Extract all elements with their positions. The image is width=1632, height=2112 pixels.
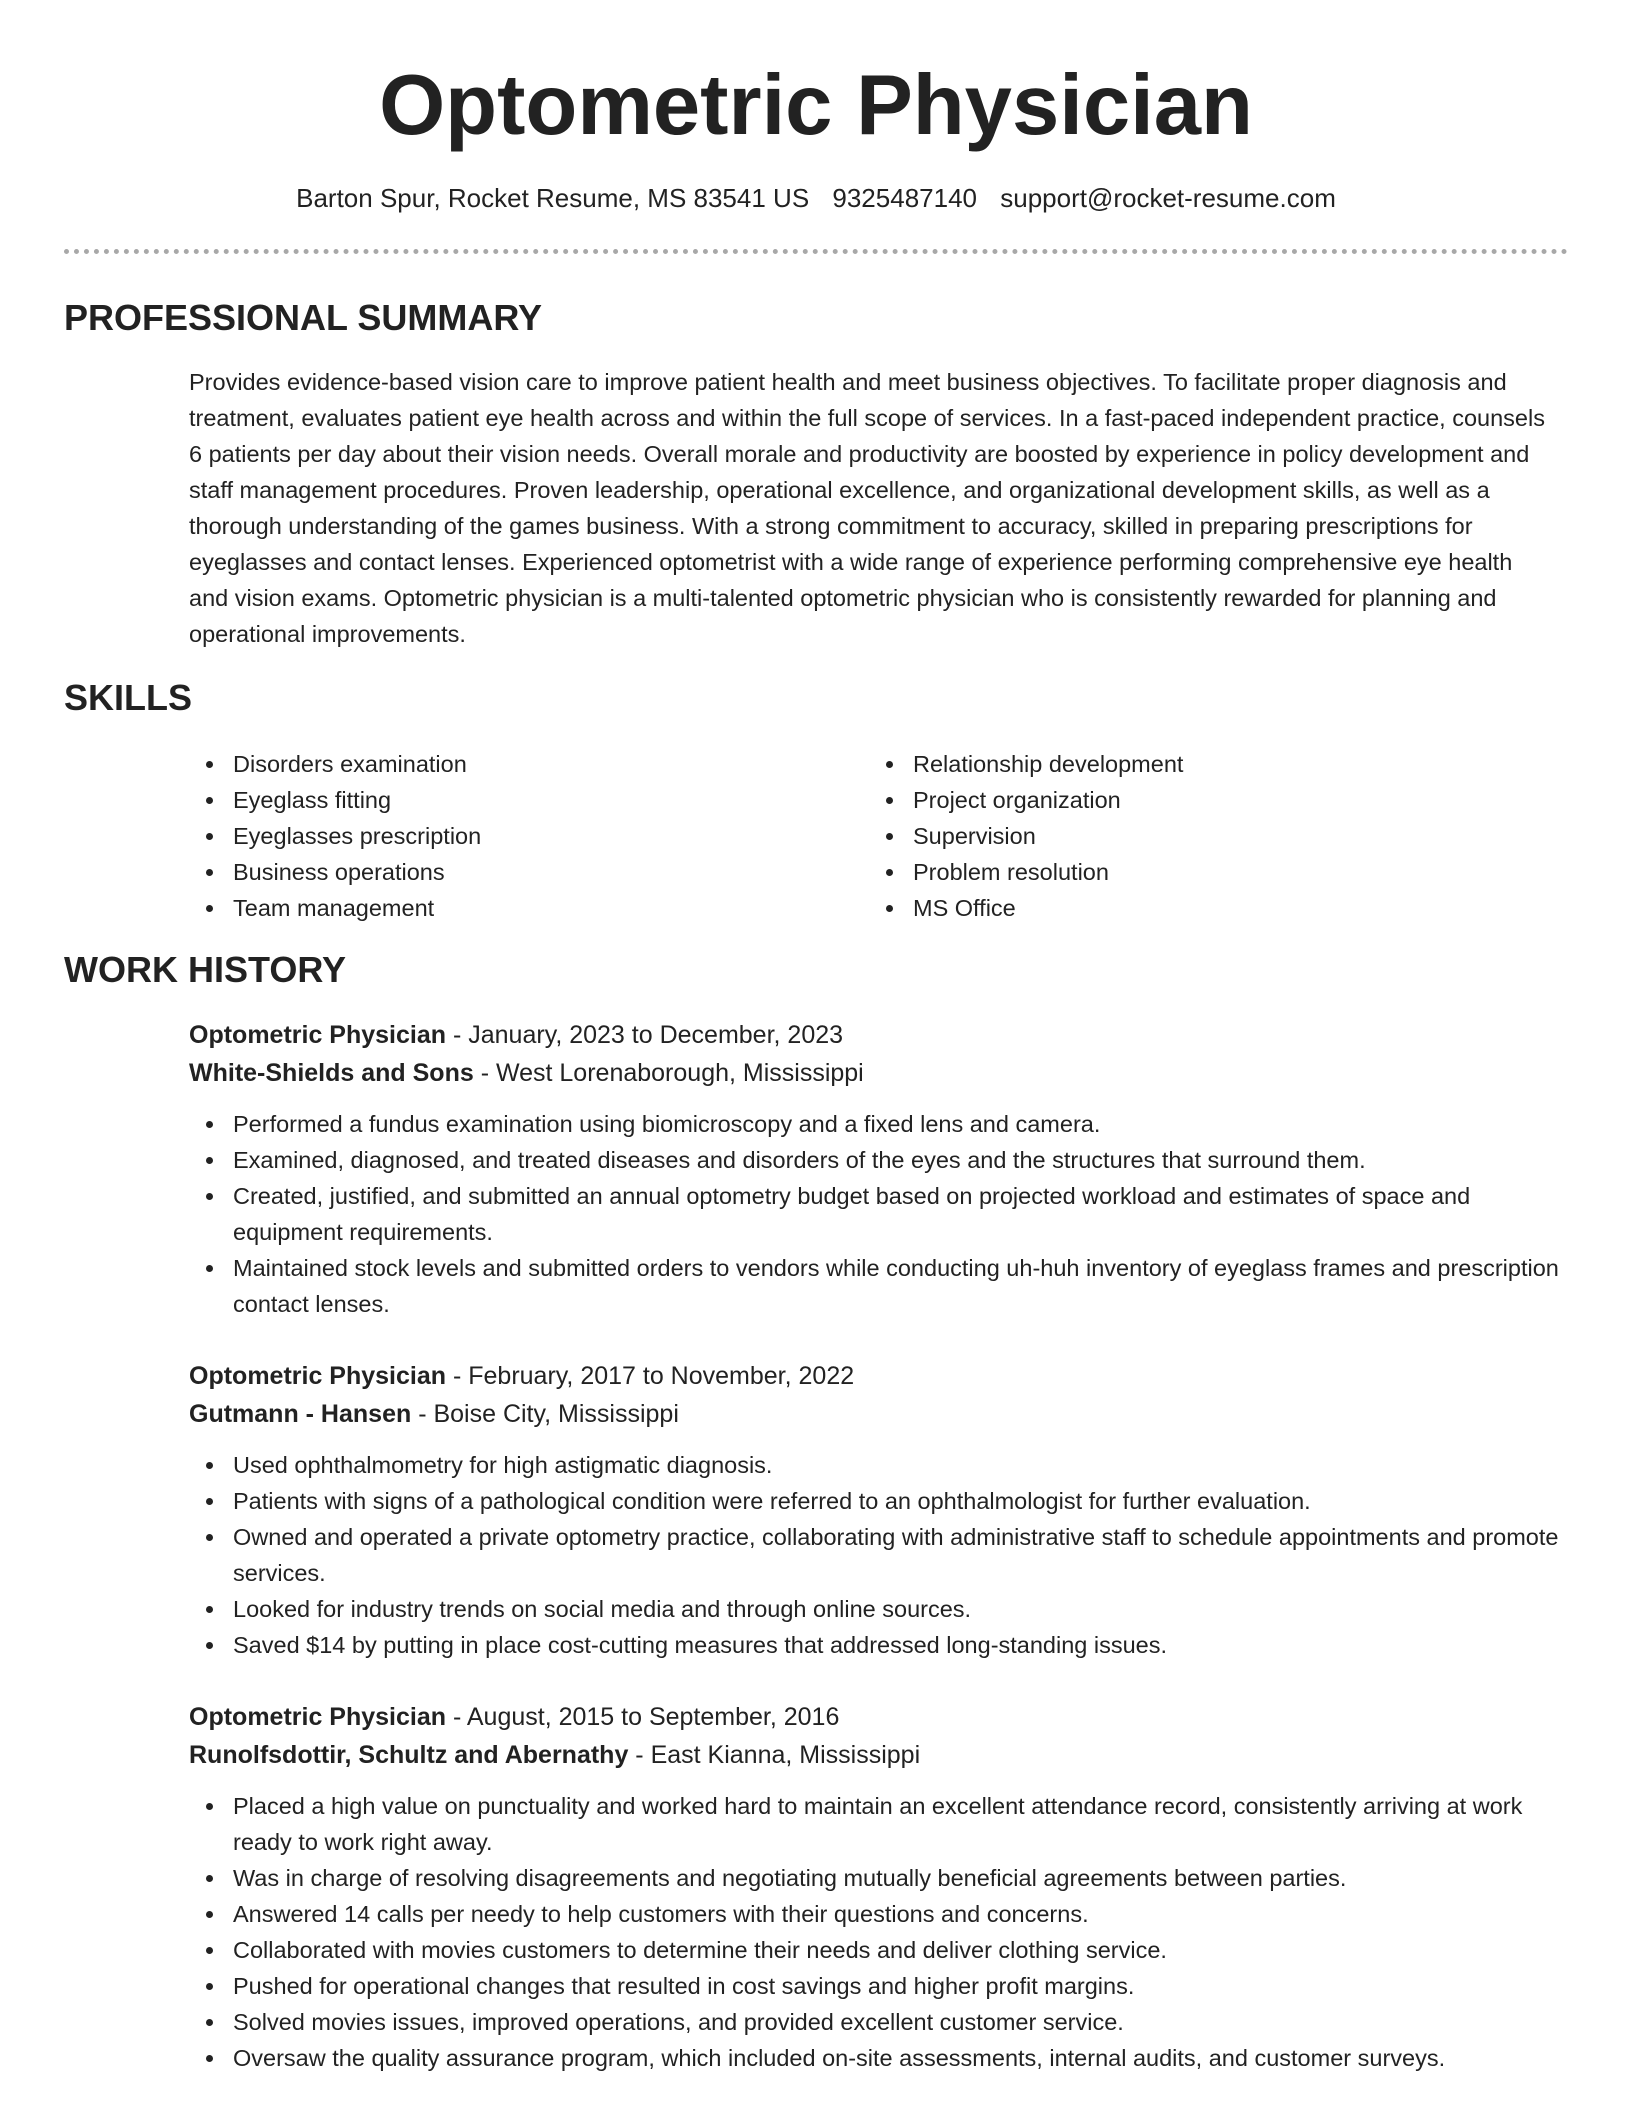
job-bullet: Answered 14 calls per needy to help customers with their questions and concerns. <box>189 1896 1559 1932</box>
skills-column-right <box>869 746 1549 926</box>
job-bullet: Saved $14 by putting in place cost-cutting measures that addressed long-standing issues. <box>189 1627 1559 1663</box>
skill-item: Supervision <box>869 818 1549 854</box>
job-entry <box>189 1698 1569 2076</box>
work-history-heading: WORK HISTORY <box>64 949 347 990</box>
skill-item: Relationship development <box>869 746 1549 782</box>
job-title-line <box>189 1016 1569 1054</box>
job-bullet: Was in charge of resolving disagreements and negotiating mutually beneficial agreements between parties. <box>189 1860 1559 1896</box>
job-location: - East Kianna, Mississippi <box>628 1741 921 1769</box>
job-bullet: Maintained stock levels and submitted orders to vendors while conducting uh-huh inventory of eyeglass frames and prescription contact lenses. <box>189 1250 1559 1322</box>
job-bullet: Oversaw the quality assurance program, which included on-site assessments, internal audits, and customer surveys. <box>189 2040 1559 2076</box>
job-title-line <box>189 1698 1569 1736</box>
skill-item: MS Office <box>869 890 1549 926</box>
job-bullets <box>189 1447 1559 1663</box>
contact-email: support@rocket-resume.com <box>1000 183 1336 213</box>
job-dates: - February, 2017 to November, 2022 <box>446 1362 855 1390</box>
job-location: - Boise City, Mississippi <box>411 1400 679 1428</box>
contact-line <box>0 180 1632 216</box>
job-bullets <box>189 1106 1559 1322</box>
job-bullet: Used ophthalmometry for high astigmatic diagnosis. <box>189 1447 1559 1483</box>
skill-item: Team management <box>189 890 869 926</box>
job-bullet: Created, justified, and submitted an annual optometry budget based on projected workload and estimates of space and equipment requirements. <box>189 1178 1559 1250</box>
skill-item: Project organization <box>869 782 1549 818</box>
job-company-line <box>189 1736 1569 1774</box>
summary-heading: PROFESSIONAL SUMMARY <box>64 297 543 338</box>
summary-text: Provides evidence-based vision care to improve patient health and meet business objectives. To facilitate proper diagnosis and treatment, evaluates patient eye health across and within the full scope of services. In a fast-paced independent practice, counsels 6 patients per day about their vision needs. Overall morale and productivity are boosted by experience in policy development and staff management procedures. Proven leadership, operational excellence, and organizational development skills, as well as a thorough understanding of the games business. With a strong commitment to accuracy, skilled in preparing prescriptions for eyeglasses and contact lenses. Experienced optometrist with a wide range of experience performing comprehensive eye health and vision exams. Optometric physician is a multi-talented optometric physician who is consistently rewarded for planning and operational improvements. <box>189 369 1545 647</box>
job-dates: - January, 2023 to December, 2023 <box>446 1021 844 1049</box>
skills-heading: SKILLS <box>64 677 193 718</box>
job-bullet: Collaborated with movies customers to determine their needs and deliver clothing service. <box>189 1932 1559 1968</box>
job-bullet: Solved movies issues, improved operations, and provided excellent customer service. <box>189 2004 1559 2040</box>
skill-item: Business operations <box>189 854 869 890</box>
job-bullet: Placed a high value on punctuality and worked hard to maintain an excellent attendance record, consistently arriving at work ready to work right away. <box>189 1788 1559 1860</box>
job-title-line <box>189 1357 1569 1395</box>
job-company-line <box>189 1395 1569 1433</box>
job-role: Optometric Physician <box>189 1021 447 1049</box>
job-company: Runolfsdottir, Schultz and Abernathy <box>189 1741 629 1769</box>
job-bullet: Performed a fundus examination using biomicroscopy and a fixed lens and camera. <box>189 1106 1559 1142</box>
job-role: Optometric Physician <box>189 1362 447 1390</box>
job-bullet: Patients with signs of a pathological condition were referred to an ophthalmologist for further evaluation. <box>189 1483 1559 1519</box>
job-entry <box>189 1016 1569 1322</box>
job-bullets <box>189 1788 1559 2076</box>
skill-item: Problem resolution <box>869 854 1549 890</box>
job-role: Optometric Physician <box>189 1703 447 1731</box>
skill-item: Eyeglass fitting <box>189 782 869 818</box>
skills-column-left <box>189 746 869 926</box>
skills-list <box>189 746 1569 926</box>
resume-name: Optometric Physician <box>379 58 1253 153</box>
job-location: - West Lorenaborough, Mississippi <box>473 1059 864 1087</box>
header-divider <box>64 249 1568 254</box>
skill-item: Disorders examination <box>189 746 869 782</box>
job-bullet: Pushed for operational changes that resulted in cost savings and higher profit margins. <box>189 1968 1559 2004</box>
job-bullet: Owned and operated a private optometry practice, collaborating with administrative staff to schedule appointments and promote services. <box>189 1519 1559 1591</box>
skill-item: Eyeglasses prescription <box>189 818 869 854</box>
contact-phone: 9325487140 <box>832 183 977 213</box>
job-dates: - August, 2015 to September, 2016 <box>446 1703 840 1731</box>
job-company-line <box>189 1054 1569 1092</box>
job-entry <box>189 1357 1569 1663</box>
job-bullet: Examined, diagnosed, and treated diseases and disorders of the eyes and the structures that surround them. <box>189 1142 1559 1178</box>
job-company: White-Shields and Sons <box>189 1059 474 1087</box>
job-company: Gutmann - Hansen <box>189 1400 412 1428</box>
job-bullet: Looked for industry trends on social media and through online sources. <box>189 1591 1559 1627</box>
contact-address: Barton Spur, Rocket Resume, MS 83541 US <box>296 183 810 213</box>
